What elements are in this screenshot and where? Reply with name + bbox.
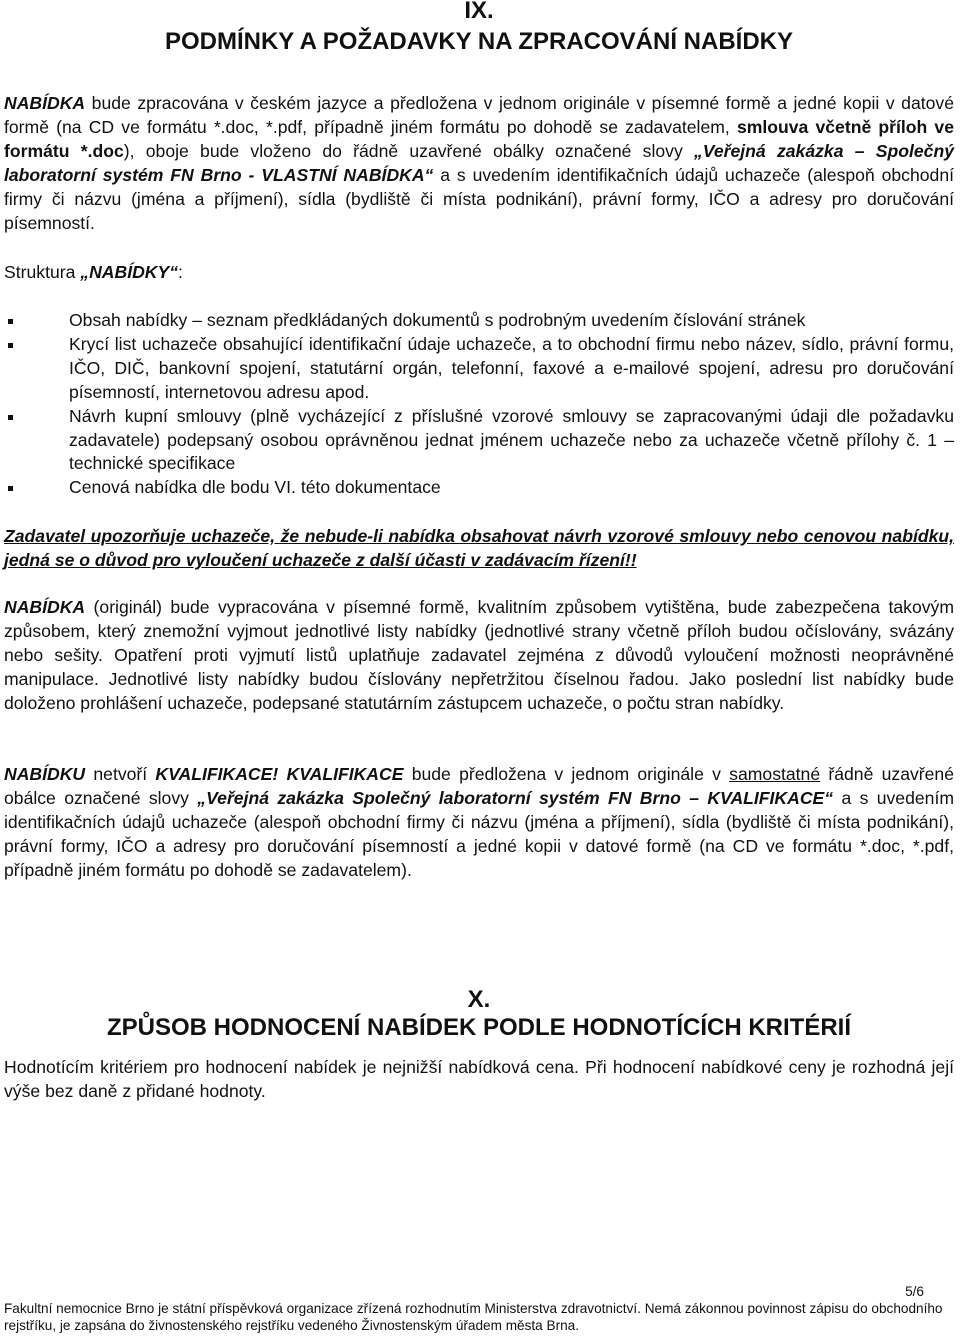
list-item: Cenová nabídka dle bodu VI. této dokumentace [4, 476, 954, 500]
paragraph-qualification: NABÍDKU netvoří KVALIFIKACE! KVALIFIKACE bude předložena v jednom originále v samostatné řádně uzavřené obálce označené slovy „Veřejná zakázka Společný laboratorní systém FN Brno – KVALIFIKACE“ a s uvedením identifikačních údajů uchazeče (alespoň obchodní firmy či názvu (jména a příjmení), sídla (bydliště či místa podnikání), právní formy, IČO a adresy pro doručování písemností a jedné kopii v datové formě (na CD ve formátu *.doc, *.pdf, případně jiném formátu po dohodě se zadavatelem). [4, 764, 954, 880]
bullet-square-icon [8, 319, 13, 324]
section-number-x: X. [467, 986, 491, 1013]
bullet-square-icon [8, 486, 13, 491]
section-title-x: ZPŮSOB HODNOCENÍ NABÍDEK PODLE HODNOTÍCÍCH KRITÉRIÍ [106, 1014, 852, 1041]
page-number: 5/6 [905, 1284, 924, 1299]
section-number-ix: IX. [464, 0, 494, 24]
bullet-square-icon [8, 415, 13, 420]
page-footer: Fakultní nemocnice Brno je státní příspěvková organizace zřízená rozhodnutím Ministerstva zdravotnictví. Nemá zákonnou povinnost zápisu do obchodního rejstříku, je zapsána do živnostenského rejstříku vedeného Živnostenským úřadem města Brna. [4, 1301, 943, 1333]
paragraph-offer-binding: NABÍDKA (originál) bude vypracována v písemné formě, kvalitním způsobem vytištěna, bude zabezpečena takovým způsobem, který znemožní vyjmout jednotlivé listy nabídky (jednotlivé strany včetně příloh budou očíslovány, svázány nebo sešity. Opatření proti vyjmutí listů uplatňuje zadavatel zejména z důvodů vyloučení možnosti neoprávněné manipulace. Jednotlivé listy nabídky budou číslovány nepřetržitou číselnou řadou. Jako poslední list nabídky bude doloženo prohlášení uchazeče, podepsané statutárním zástupcem uchazeče, o počtu stran nabídky. [4, 597, 954, 713]
list-item: Návrh kupní smlouvy (plně vycházející z příslušné vzorové smlouvy se zapracovanými údaji dle požadavku zadavatele) podepsaný osobou oprávněnou jednat jménem uchazeče nebo za uchazeče včetně přílohy č. 1 – technické specifikace [4, 405, 954, 477]
paragraph-offer-format: NABÍDKA bude zpracována v českém jazyce a předložena v jednom originále v písemné formě a jedné kopii v datové formě (na CD ve formátu *.doc, *.pdf, případně jiném formátu po dohodě se zadavatelem, smlouva včetně příloh ve formátu *.doc), oboje bude vloženo do řádně uzavřené obálky označené slovy „Veřejná zakázka – Společný laboratorní systém FN Brno - VLASTNÍ NABÍDKA“ a s uvedením identifikačních údajů uchazeče (alespoň obchodní firmy či názvu (jména a příjmení), sídla (bydliště či místa podnikání), právní formy, IČO a adresy pro doručování písemností. [4, 93, 954, 233]
warning-notice: Zadavatel upozorňuje uchazeče, že nebude-li nabídka obsahovat návrh vzorové smlouvy nebo cenovou nabídku, jedná se o důvod pro vyloučení uchazeče z další účasti v zadávacím řízení!! [4, 526, 954, 570]
structure-list [4, 309, 954, 500]
bullet-square-icon [8, 343, 13, 348]
paragraph-evaluation: Hodnotícím kritériem pro hodnocení nabídek je nejnižší nabídková cena. Při hodnocení nabídkové ceny je rozhodná její výše bez daně z přidané hodnoty. [4, 1057, 954, 1101]
structure-heading: Struktura „NABÍDKY“: [4, 262, 183, 282]
list-item: Krycí list uchazeče obsahující identifikační údaje uchazeče, a to obchodní firmu nebo název, sídlo, právní formu, IČO, DIČ, bankovní spojení, statutární orgán, telefonní, faxové a e-mailové spojení, adresu pro doručování písemností, internetovou adresu apod. [4, 333, 954, 405]
list-item: Obsah nabídky – seznam předkládaných dokumentů s podrobným uvedením číslování stránek [4, 309, 954, 333]
section-title-ix: PODMÍNKY A POŽADAVKY NA ZPRACOVÁNÍ NABÍDKY [164, 28, 794, 55]
